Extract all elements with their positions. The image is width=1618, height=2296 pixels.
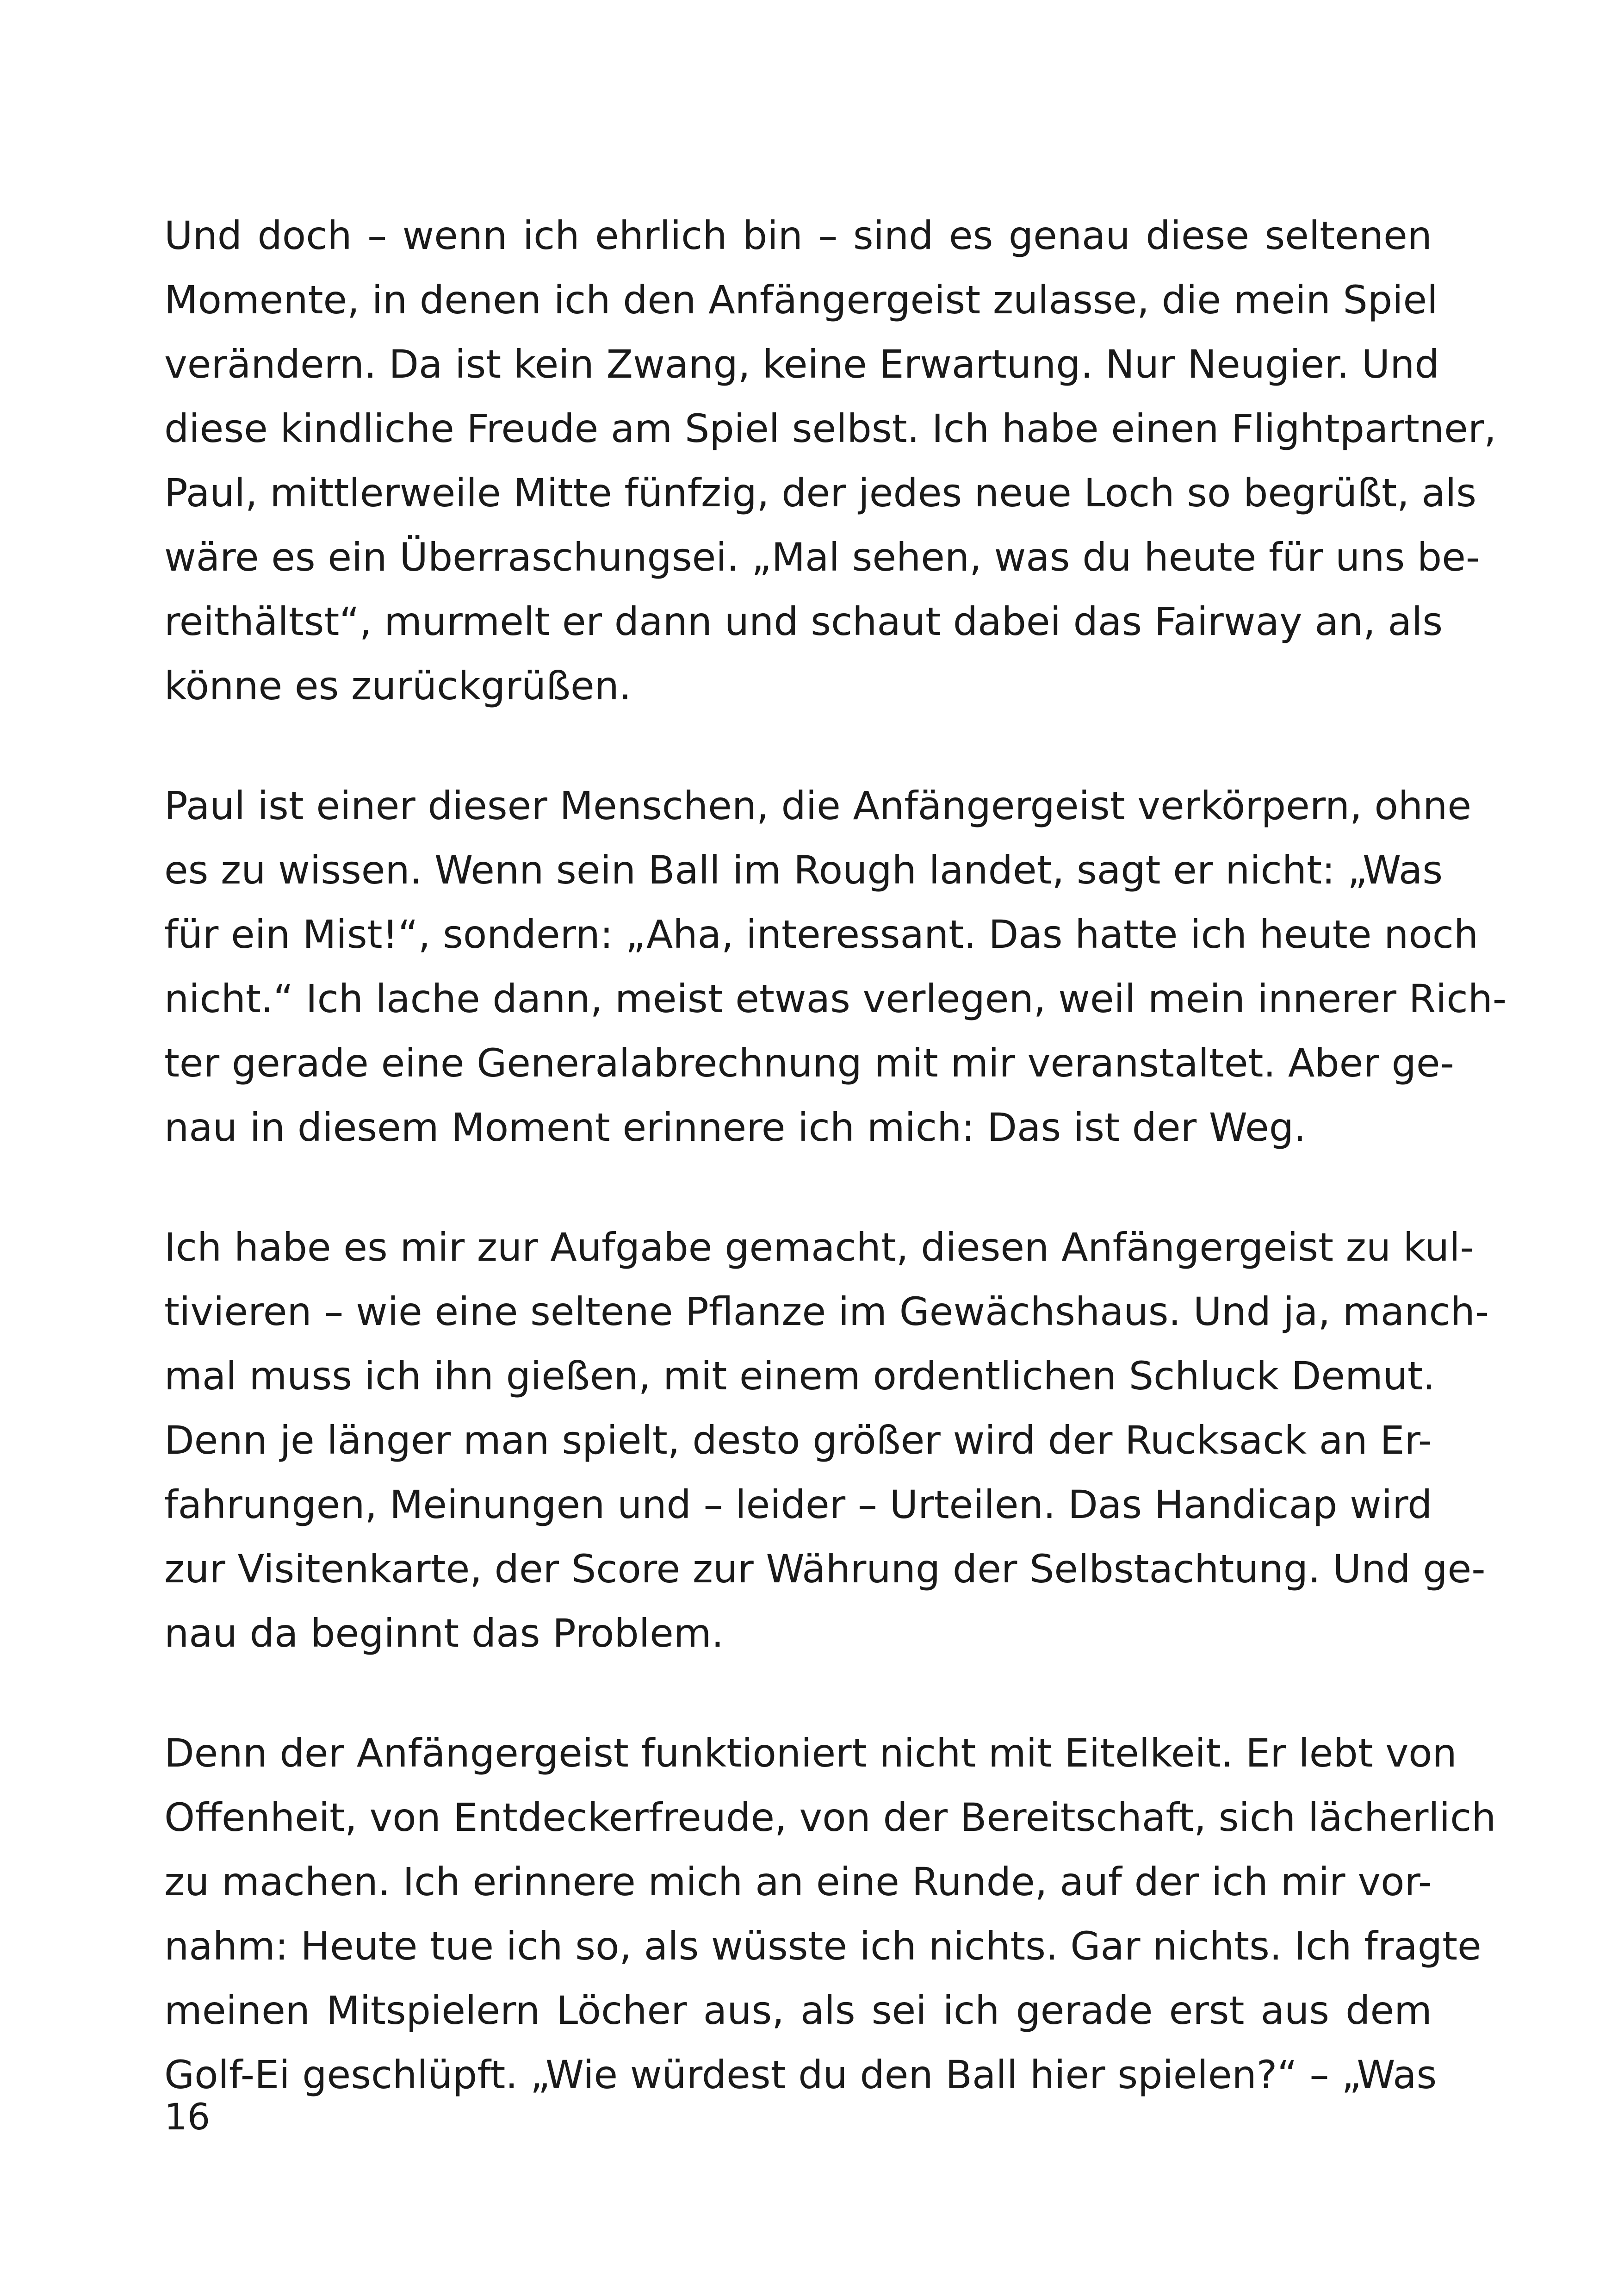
page-number: 16 (164, 2097, 211, 2138)
text-line: zur Visitenkarte, der Score zur Währung der Selbstachtung. Und ge- (164, 1546, 1486, 1592)
text-line: könne es zurückgrüßen. (164, 663, 632, 709)
text-line: Denn je länger man spielt, desto größer wird der Rucksack an Er- (164, 1418, 1432, 1463)
text-line: Denn der Anfängergeist funktioniert nicht mit Eitelkeit. Er lebt von (164, 1730, 1457, 1776)
text-line: meinen Mitspielern Löcher aus, als sei ich gerade erst aus dem (164, 1988, 1432, 2033)
text-line: Ich habe es mir zur Aufgabe gemacht, diesen Anfängergeist zu kul- (164, 1225, 1474, 1270)
paragraph (164, 1215, 1489, 1666)
paragraph (164, 204, 1497, 718)
text-line: nahm: Heute tue ich so, als wüsste ich nichts. Gar nichts. Ich fragte (164, 1923, 1482, 1969)
text-line: nau in diesem Moment erinnere ich mich: Das ist der Weg. (164, 1105, 1306, 1150)
text-line: verändern. Da ist kein Zwang, keine Erwartung. Nur Neugier. Und (164, 342, 1439, 387)
text-line: nicht.“ Ich lache dann, meist etwas verlegen, weil mein innerer Rich- (164, 976, 1507, 1021)
text-line: ter gerade eine Generalabrechnung mit mir veranstaltet. Aber ge- (164, 1040, 1454, 1086)
body-text (164, 204, 1507, 2163)
text-line: tivieren – wie eine seltene Pflanze im Gewächshaus. Und ja, manch- (164, 1289, 1489, 1334)
text-line: Paul, mittlerweile Mitte fünfzig, der jedes neue Loch so begrüßt, als (164, 470, 1477, 516)
text-line: zu machen. Ich erinnere mich an eine Runde, auf der ich mir vor- (164, 1859, 1432, 1904)
paragraph (164, 1721, 1496, 2107)
text-line: Und doch – wenn ich ehrlich bin – sind es genau diese seltenen (164, 213, 1432, 258)
text-line: Offenheit, von Entdeckerfreude, von der Bereitschaft, sich lächerlich (164, 1795, 1496, 1840)
text-line: mal muss ich ihn gießen, mit einem ordentlichen Schluck Demut. (164, 1353, 1435, 1399)
text-line: es zu wissen. Wenn sein Ball im Rough landet, sagt er nicht: „Was (164, 847, 1443, 893)
text-line: wäre es ein Überraschungsei. „Mal sehen, was du heute für uns be- (164, 535, 1480, 580)
text-line: reithältst“, murmelt er dann und schaut dabei das Fairway an, als (164, 599, 1443, 644)
text-line: fahrungen, Meinungen und – leider – Urteilen. Das Handicap wird (164, 1482, 1432, 1527)
text-line: für ein Mist!“, sondern: „Aha, interessant. Das hatte ich heute noch (164, 912, 1479, 957)
paragraph (164, 774, 1507, 1160)
text-line: Momente, in denen ich den Anfängergeist zulasse, die mein Spiel (164, 277, 1438, 323)
text-line: Golf-Ei geschlüpft. „Wie würdest du den Ball hier spielen?“ – „Was (164, 2052, 1437, 2097)
text-line: Paul ist einer dieser Menschen, die Anfängergeist verkörpern, ohne (164, 783, 1472, 828)
text-line: nau da beginnt das Problem. (164, 1611, 724, 1656)
text-line: diese kindliche Freude am Spiel selbst. Ich habe einen Flightpartner, (164, 406, 1497, 451)
